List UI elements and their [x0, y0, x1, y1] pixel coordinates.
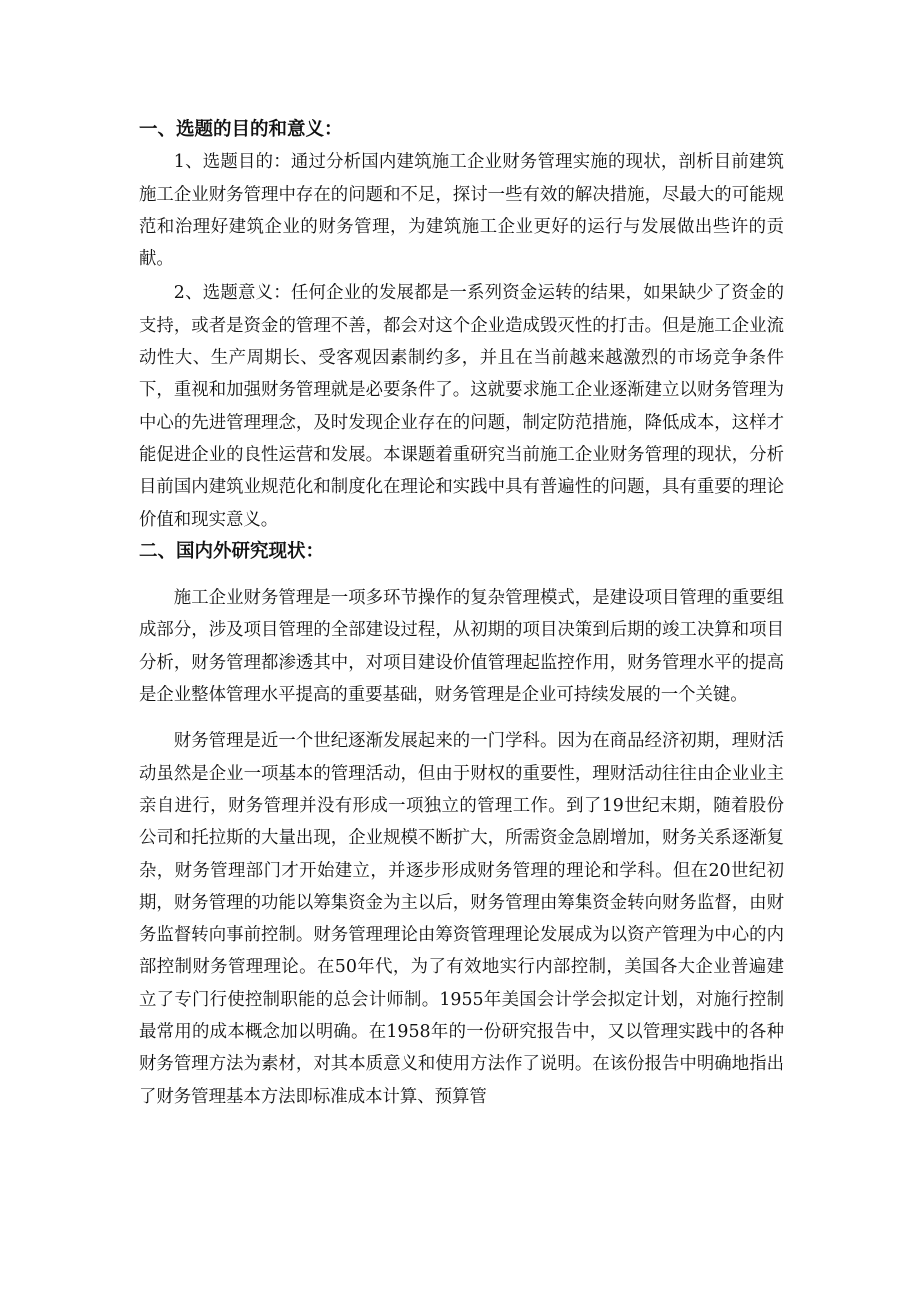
spacer: [139, 711, 784, 725]
section-heading-research-status: 二、国内外研究现状：: [139, 540, 325, 562]
paragraph-overview: 施工企业财务管理是一项多环节操作的复杂管理模式，是建设项目管理的重要组成部分，涉及项目管理的全部建设过程，从初期的项目决策到后期的竣工决算和项目分析，财务管理都渗透其中，对项目建设价值管理起监控作用，财务管理水平的提高是企业整体管理水平提高的重要基础，财务管理是企业可持续发展的一个关键。: [139, 588, 784, 706]
section-heading-purpose: 一、选题的目的和意义：: [139, 119, 343, 140]
paragraph-purpose: 1、选题目的：通过分析国内建筑施工企业财务管理实施的现状，剖析目前建筑施工企业财务管理中存在的问题和不足，探讨一些有效的解决措施，尽最大的可能规范和治理好建筑企业的财务管理，为建筑施工企业更好的运行与发展做出些许的贡献。: [139, 152, 784, 270]
paragraph-significance: 2、选题意义：任何企业的发展都是一系列资金运转的结果，如果缺少了资金的支持，或者是资金的管理不善，都会对这个企业造成毁灭性的打击。但是施工企业流动性大、生产周期长、受客观因素制约多，并且在当前越来越激烈的市场竞争条件下，重视和加强财务管理就是必要条件了。这就要求施工企业逐渐建立以财务管理为中心的先进管理理念，及时发现企业存在的问题，制定防范措施，降低成本，这样才能促进企业的良性运营和发展。本课题着重研究当前施工企业财务管理的现状，分析目前国内建筑业规范化和制度化在理论和实践中具有普遍性的问题，具有重要的理论价值和现实意义。: [139, 283, 784, 530]
paragraph-history: 财务管理是近一个世纪逐渐发展起来的一门学科。因为在商品经济初期，理财活动虽然是企业一项基本的管理活动，但由于财权的重要性，理财活动往往由企业业主亲自进行，财务管理并没有形成一项独立的管理工作。到了19世纪末期，随着股份公司和托拉斯的大量出现，企业规模不断扩大，所需资金急剧增加，财务关系逐渐复杂，财务管理部门才开始建立，并逐步形成财务管理的理论和学科。但在20世纪初期，财务管理的功能以筹集资金为主以后，财务管理由筹集资金转向财务监督，由财务监督转向事前控制。财务管理理论由筹资管理理论发展成为以资产管理为中心的内部控制财务管理理论。在50年代，为了有效地实行内部控制，美国各大企业普遍建立了专门行使控制职能的总会计师制。1955年美国会计学会拟定计划，对施行控制最常用的成本概念加以明确。在1958年的一份研究报告中，又以管理实践中的各种财务管理方法为素材，对其本质意义和使用方法作了说明。在该份报告中明确地指出了财务管理基本方法即标准成本计算、预算管: [139, 731, 784, 1107]
document-body: [139, 114, 784, 1113]
spacer: [139, 568, 784, 582]
